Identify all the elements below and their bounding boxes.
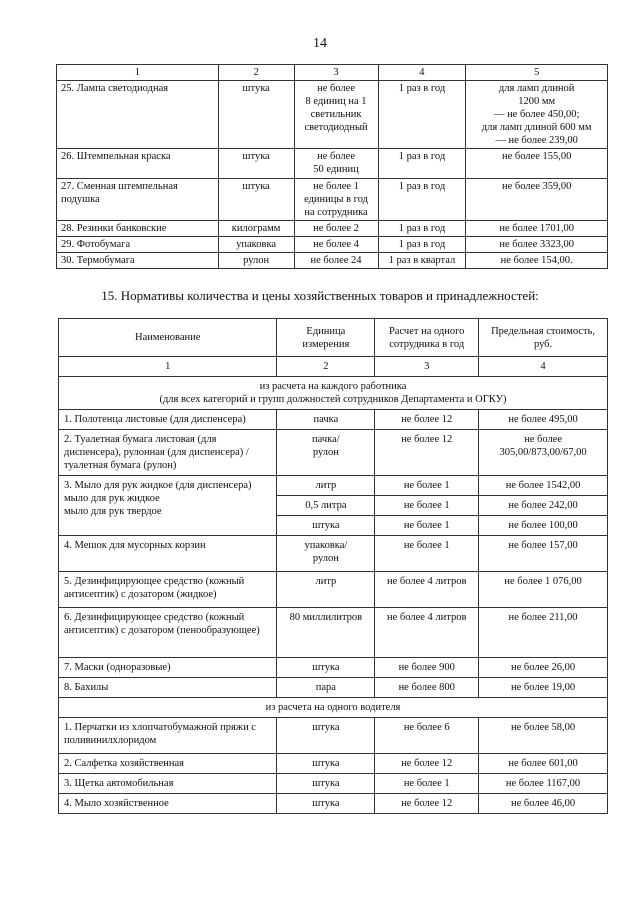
group-title-driver: из расчета на одного водителя bbox=[59, 698, 608, 718]
table-row bbox=[57, 179, 608, 221]
item-quantity: не более 6 bbox=[375, 718, 479, 754]
item-quantity: не более 4 bbox=[294, 237, 378, 253]
item-price: не более 242,00 bbox=[479, 496, 608, 516]
col-number: 4 bbox=[378, 65, 466, 81]
item-quantity: не более 8 единиц на 1 светильник светодиодный bbox=[294, 81, 378, 149]
item-name: 1. Полотенца листовые (для диспенсера) bbox=[59, 410, 277, 430]
table-row bbox=[57, 149, 608, 179]
item-unit: пачка bbox=[277, 410, 375, 430]
item-unit: штука bbox=[277, 658, 375, 678]
table-row bbox=[59, 476, 608, 496]
item-quantity: не более 12 bbox=[375, 410, 479, 430]
item-price: не более 495,00 bbox=[479, 410, 608, 430]
item-unit: штука bbox=[277, 718, 375, 754]
item-unit: штука bbox=[277, 516, 375, 536]
item-name: 1. Перчатки из хлопчатобумажной пряжи с поливинилхлоридом bbox=[59, 718, 277, 754]
table-row bbox=[59, 678, 608, 698]
table-row bbox=[57, 237, 608, 253]
item-frequency: 1 раз в год bbox=[378, 221, 466, 237]
table-row bbox=[59, 572, 608, 608]
table-row bbox=[59, 754, 608, 774]
item-quantity: не более 1 bbox=[375, 496, 479, 516]
item-name: 4. Мешок для мусорных корзин bbox=[59, 536, 277, 572]
item-quantity: не более 1 bbox=[375, 774, 479, 794]
col-number: 3 bbox=[294, 65, 378, 81]
item-quantity: не более 2 bbox=[294, 221, 378, 237]
item-quantity: не более 1 bbox=[375, 476, 479, 496]
item-price: не более 1 076,00 bbox=[479, 572, 608, 608]
item-quantity: не более 12 bbox=[375, 794, 479, 814]
item-name: 7. Маски (одноразовые) bbox=[59, 658, 277, 678]
item-name: 3. Щетка автомобильная bbox=[59, 774, 277, 794]
item-quantity: не более 1 bbox=[375, 516, 479, 536]
table-row bbox=[59, 410, 608, 430]
item-name: 28. Резинки банковские bbox=[57, 221, 219, 237]
section-title: 15. Нормативы количества и цены хозяйственных товаров и принадлежностей: bbox=[101, 288, 539, 303]
item-price: не более 3323,00 bbox=[466, 237, 608, 253]
item-unit: литр bbox=[277, 572, 375, 608]
col-number: 1 bbox=[57, 65, 219, 81]
item-name: 3. Мыло для рук жидкое (для диспенсера) мыло для рук жидкое мыло для рук твердое bbox=[59, 476, 277, 536]
item-quantity: не более 24 bbox=[294, 253, 378, 269]
item-price: не более 1701,00 bbox=[466, 221, 608, 237]
table-header-row bbox=[59, 319, 608, 357]
item-unit: упаковка/ рулон bbox=[277, 536, 375, 572]
item-quantity: не более 4 литров bbox=[375, 608, 479, 658]
table-row bbox=[59, 794, 608, 814]
item-price: не более 305,00/873,00/67,00 bbox=[479, 430, 608, 476]
table-row bbox=[57, 221, 608, 237]
item-quantity: не более 1 bbox=[375, 536, 479, 572]
column-number-row bbox=[59, 357, 608, 377]
item-price: не более 26,00 bbox=[479, 658, 608, 678]
item-quantity: не более 1 единицы в год на сотрудника bbox=[294, 179, 378, 221]
col-number: 2 bbox=[277, 357, 375, 377]
item-name: 8. Бахилы bbox=[59, 678, 277, 698]
item-quantity: не более 12 bbox=[375, 430, 479, 476]
item-quantity: не более 4 литров bbox=[375, 572, 479, 608]
item-unit: 80 миллилитров bbox=[277, 608, 375, 658]
table-row bbox=[59, 430, 608, 476]
header-max-cost: Предельная стоимость, руб. bbox=[479, 319, 608, 357]
item-unit: 0,5 литра bbox=[277, 496, 375, 516]
item-price: не более 100,00 bbox=[479, 516, 608, 536]
item-unit: пара bbox=[277, 678, 375, 698]
item-name: 30. Термобумага bbox=[57, 253, 219, 269]
item-price: не более 211,00 bbox=[479, 608, 608, 658]
item-unit: рулон bbox=[218, 253, 294, 269]
item-frequency: 1 раз в год bbox=[378, 179, 466, 221]
item-price: не более 601,00 bbox=[479, 754, 608, 774]
item-price: не более 157,00 bbox=[479, 536, 608, 572]
col-number: 4 bbox=[479, 357, 608, 377]
table-header-row bbox=[57, 65, 608, 81]
item-name: 6. Дезинфицирующее средство (кожный антисептик) с дозатором (пенообразующее) bbox=[59, 608, 277, 658]
item-frequency: 1 раз в год bbox=[378, 81, 466, 149]
item-quantity: не более 900 bbox=[375, 658, 479, 678]
item-unit: упаковка bbox=[218, 237, 294, 253]
item-unit: штука bbox=[218, 149, 294, 179]
item-price: для ламп длиной 1200 мм — не более 450,00; для ламп длиной 600 мм — не более 239,00 bbox=[466, 81, 608, 149]
table-row bbox=[57, 81, 608, 149]
item-unit: штука bbox=[277, 774, 375, 794]
col-number: 2 bbox=[218, 65, 294, 81]
household-goods-table bbox=[58, 318, 608, 814]
table-row bbox=[59, 536, 608, 572]
item-price: не более 58,00 bbox=[479, 718, 608, 754]
col-number: 5 bbox=[466, 65, 608, 81]
item-frequency: 1 раз в квартал bbox=[378, 253, 466, 269]
item-quantity: не более 800 bbox=[375, 678, 479, 698]
header-unit: Единица измерения bbox=[277, 319, 375, 357]
header-per-employee: Расчет на одного сотрудника в год bbox=[375, 319, 479, 357]
table-row bbox=[59, 774, 608, 794]
item-unit: литр bbox=[277, 476, 375, 496]
item-unit: штука bbox=[277, 794, 375, 814]
item-unit: пачка/ рулон bbox=[277, 430, 375, 476]
item-name: 26. Штемпельная краска bbox=[57, 149, 219, 179]
item-name: 2. Туалетная бумага листовая (для диспенсера), рулонная (для диспенсера) / туалетная бумага (рулон) bbox=[59, 430, 277, 476]
item-price: не более 154,00. bbox=[466, 253, 608, 269]
item-price: не более 155,00 bbox=[466, 149, 608, 179]
item-name: 5. Дезинфицирующее средство (кожный антисептик) с дозатором (жидкое) bbox=[59, 572, 277, 608]
item-unit: килограмм bbox=[218, 221, 294, 237]
group-header-row bbox=[59, 377, 608, 410]
group-title-employees: из расчета на каждого работника (для всех категорий и групп должностей сотрудников Департамента и ОГКУ) bbox=[59, 377, 608, 410]
item-frequency: 1 раз в год bbox=[378, 237, 466, 253]
item-unit: штука bbox=[218, 81, 294, 149]
page-number: 14 bbox=[313, 36, 327, 51]
item-unit: штука bbox=[277, 754, 375, 774]
header-name: Наименование bbox=[59, 319, 277, 357]
item-price: не более 19,00 bbox=[479, 678, 608, 698]
group-header-row bbox=[59, 698, 608, 718]
table-row bbox=[59, 658, 608, 678]
item-name: 2. Салфетка хозяйственная bbox=[59, 754, 277, 774]
item-name: 25. Лампа светодиодная bbox=[57, 81, 219, 149]
col-number: 1 bbox=[59, 357, 277, 377]
table-row bbox=[57, 253, 608, 269]
item-price: не более 359,00 bbox=[466, 179, 608, 221]
table-row bbox=[59, 608, 608, 658]
item-name: 4. Мыло хозяйственное bbox=[59, 794, 277, 814]
item-quantity: не более 12 bbox=[375, 754, 479, 774]
table-row bbox=[59, 718, 608, 754]
item-name: 29. Фотобумага bbox=[57, 237, 219, 253]
item-name: 27. Сменная штемпельная подушка bbox=[57, 179, 219, 221]
table-continued bbox=[56, 64, 608, 269]
item-price: не более 46,00 bbox=[479, 794, 608, 814]
col-number: 3 bbox=[375, 357, 479, 377]
item-price: не более 1167,00 bbox=[479, 774, 608, 794]
item-frequency: 1 раз в год bbox=[378, 149, 466, 179]
item-price: не более 1542,00 bbox=[479, 476, 608, 496]
item-quantity: не более 50 единиц bbox=[294, 149, 378, 179]
item-unit: штука bbox=[218, 179, 294, 221]
